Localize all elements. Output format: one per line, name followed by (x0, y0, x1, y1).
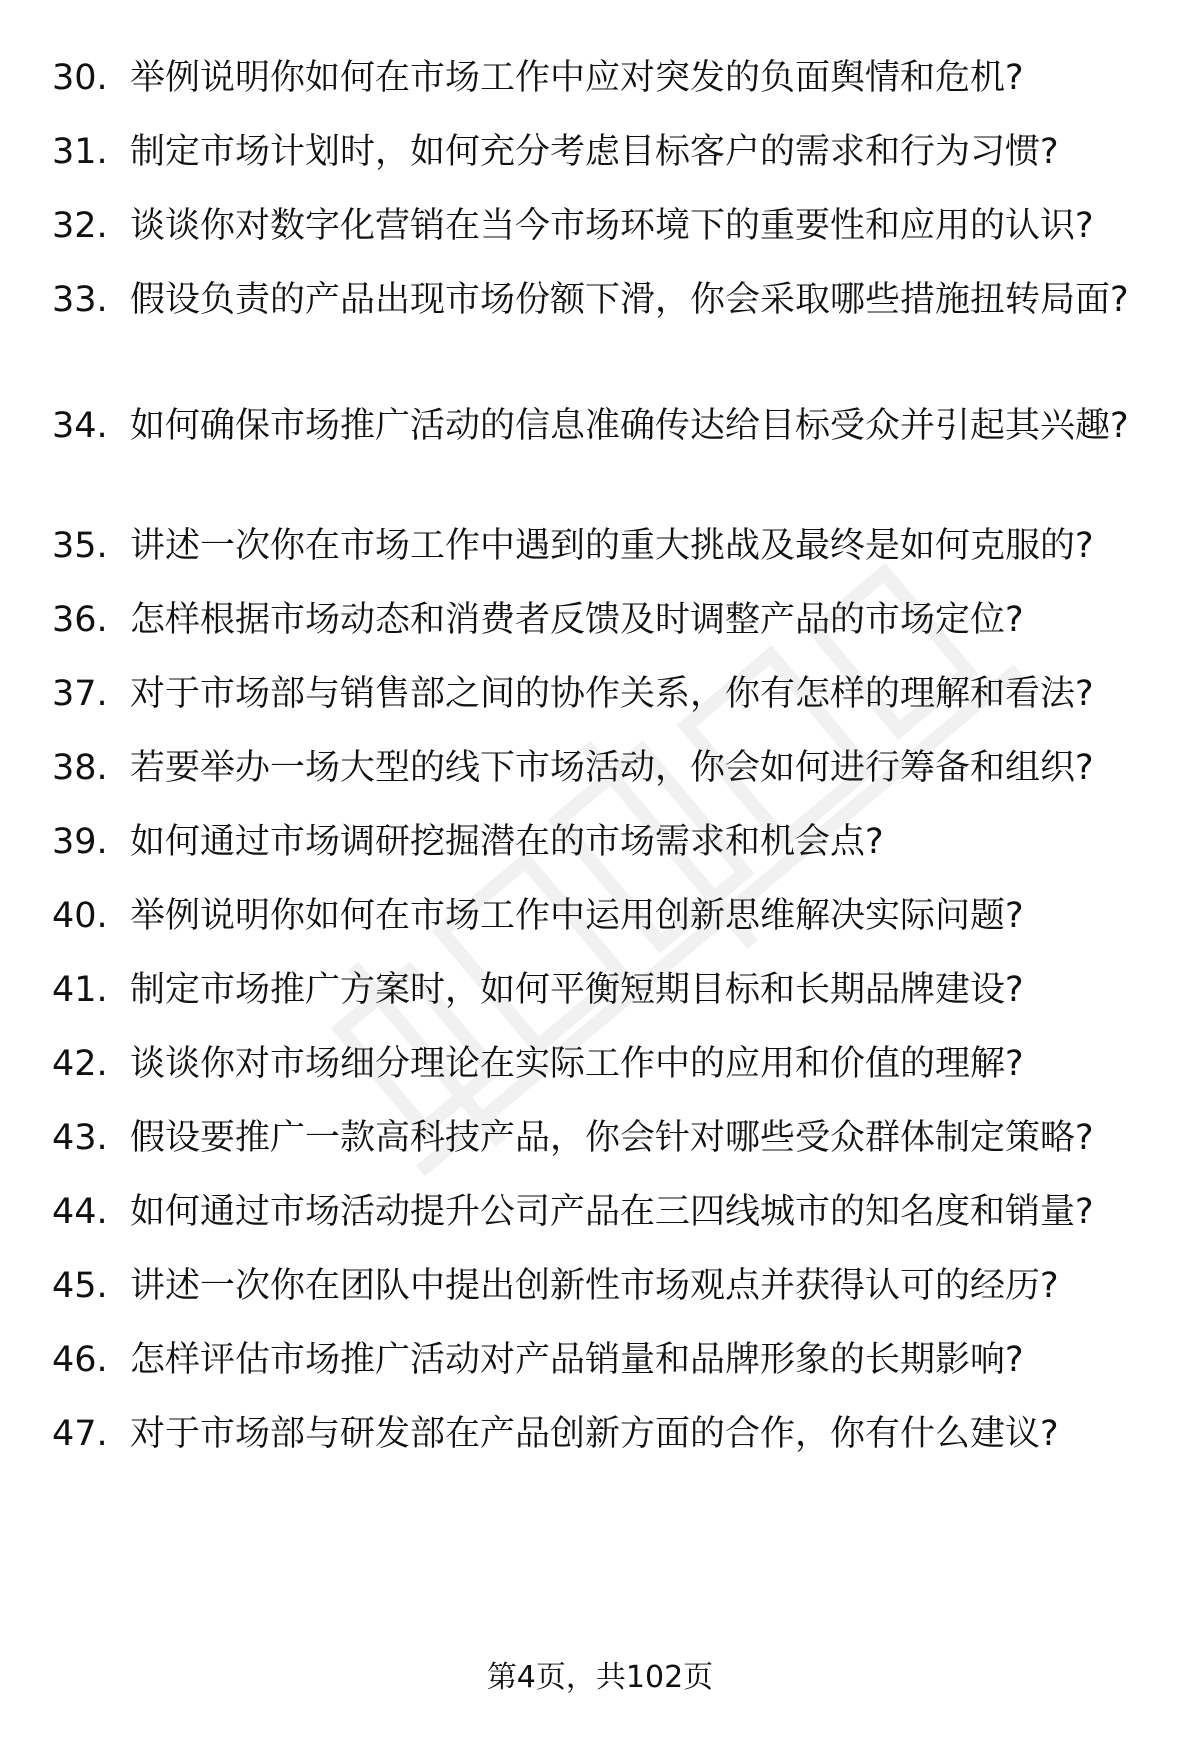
question-number: 31. (52, 132, 108, 172)
question-number: 41. (52, 970, 108, 1010)
question-item (52, 1038, 1172, 1090)
question-item (52, 1334, 1172, 1386)
question-number: 47. (52, 1414, 108, 1454)
question-text: 对于市场部与研发部在产品创新方面的合作，你有什么建议? (130, 1414, 1059, 1454)
question-number: 32. (52, 206, 108, 246)
question-text: 制定市场计划时，如何充分考虑目标客户的需求和行为习惯? (130, 132, 1059, 172)
question-number: 37. (52, 674, 108, 714)
question-number: 38. (52, 748, 108, 788)
question-text: 讲述一次你在团队中提出创新性市场观点并获得认可的经历? (130, 1266, 1059, 1306)
question-item (52, 274, 1172, 326)
question-text: 谈谈你对数字化营销在当今市场环境下的重要性和应用的认识? (130, 206, 1094, 246)
question-number: 35. (52, 526, 108, 566)
question-item (52, 200, 1172, 252)
question-text: 谈谈你对市场细分理论在实际工作中的应用和价值的理解? (130, 1044, 1024, 1084)
page-footer: 第4页，共102页 (486, 1660, 714, 1695)
question-item (52, 1112, 1172, 1164)
question-item (52, 668, 1172, 720)
question-text: 举例说明你如何在市场工作中应对突发的负面舆情和危机? (130, 58, 1024, 98)
question-text: 怎样评估市场推广活动对产品销量和品牌形象的长期影响? (130, 1340, 1024, 1380)
question-number: 42. (52, 1044, 108, 1084)
question-item (52, 594, 1172, 646)
question-text: 如何通过市场活动提升公司产品在三四线城市的知名度和销量? (130, 1192, 1094, 1232)
question-item (52, 890, 1172, 942)
question-item (52, 520, 1172, 572)
question-text: 制定市场推广方案时，如何平衡短期目标和长期品牌建设? (130, 970, 1024, 1010)
question-item (52, 1408, 1172, 1460)
question-text: 如何确保市场推广活动的信息准确传达给目标受众并引起其兴趣? (130, 406, 1129, 446)
question-item (52, 1186, 1172, 1238)
question-item (52, 742, 1172, 794)
question-text: 假设要推广一款高科技产品，你会针对哪些受众群体制定策略? (130, 1118, 1094, 1158)
question-number: 40. (52, 896, 108, 936)
question-number: 45. (52, 1266, 108, 1306)
question-number: 43. (52, 1118, 108, 1158)
question-number: 46. (52, 1340, 108, 1380)
question-text: 若要举办一场大型的线下市场活动，你会如何进行筹备和组织? (130, 748, 1094, 788)
question-text: 讲述一次你在市场工作中遇到的重大挑战及最终是如何克服的? (130, 526, 1094, 566)
question-item (52, 1260, 1172, 1312)
question-item (52, 52, 1172, 104)
question-number: 39. (52, 822, 108, 862)
question-item (52, 400, 1172, 452)
question-text: 对于市场部与销售部之间的协作关系，你有怎样的理解和看法? (130, 674, 1094, 714)
question-item (52, 964, 1172, 1016)
question-text: 如何通过市场调研挖掘潜在的市场需求和机会点? (130, 822, 884, 862)
question-item (52, 126, 1172, 178)
question-number: 34. (52, 406, 108, 446)
question-text: 怎样根据市场动态和消费者反馈及时调整产品的市场定位? (130, 600, 1024, 640)
question-text: 举例说明你如何在市场工作中运用创新思维解决实际问题? (130, 896, 1024, 936)
question-text: 假设负责的产品出现市场份额下滑，你会采取哪些措施扭转局面? (130, 280, 1129, 320)
question-number: 44. (52, 1192, 108, 1232)
question-number: 30. (52, 58, 108, 98)
question-number: 36. (52, 600, 108, 640)
question-item (52, 816, 1172, 868)
question-number: 33. (52, 280, 108, 320)
